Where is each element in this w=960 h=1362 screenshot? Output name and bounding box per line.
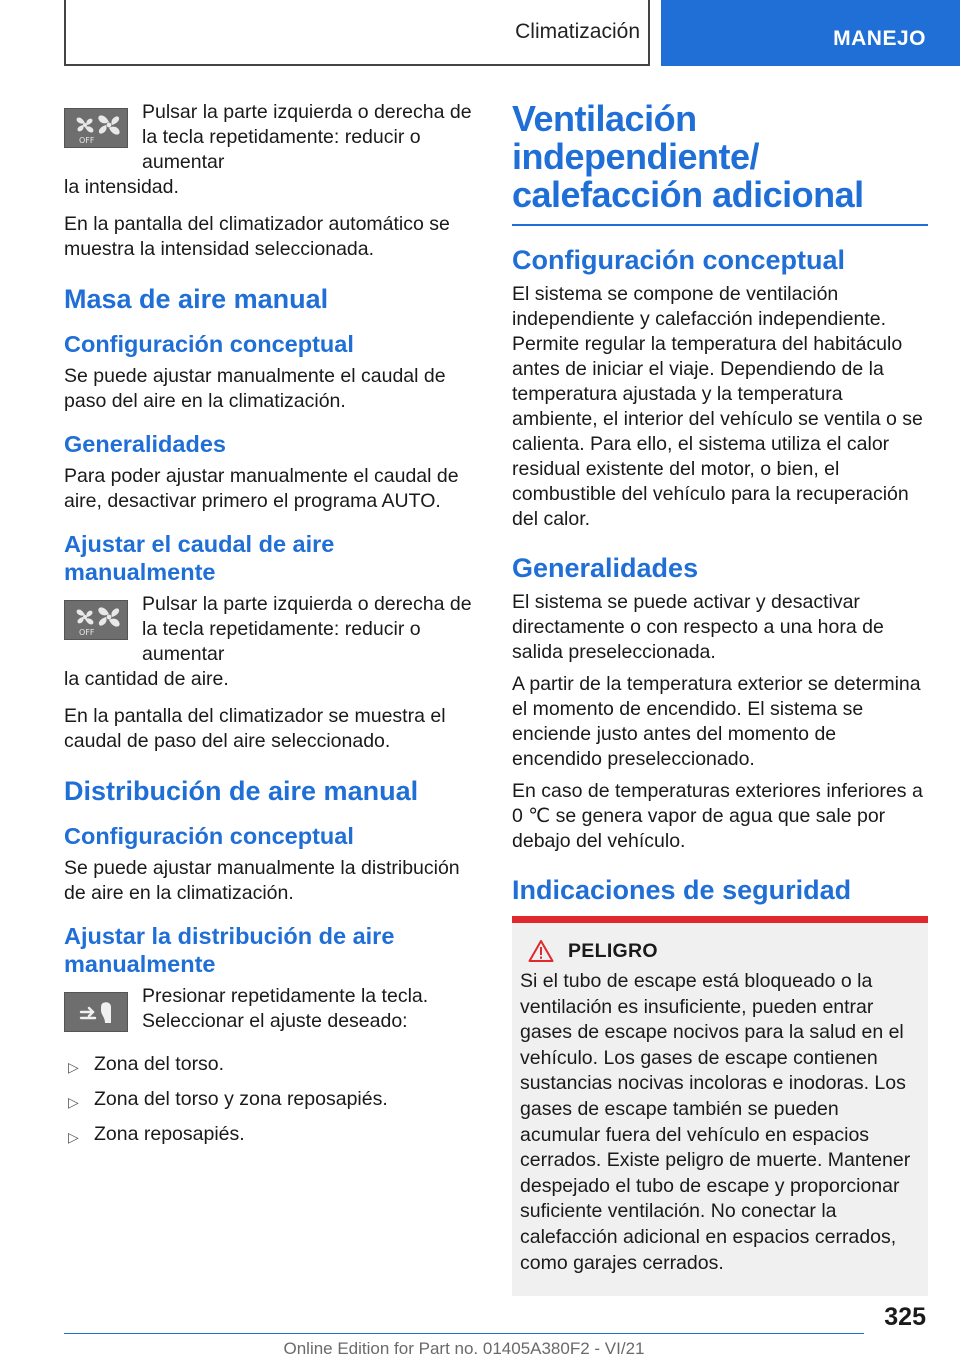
heading-adjust-distribution: Ajustar la distribución de aire manualmente (64, 923, 395, 977)
concept-text: El sistema se compone de ventilación independiente y calefacción independiente. Permite regular la temperatura del habitáculo antes de iniciar el viaje. Dependiendo de la temperatura ajustada y la temperatura ambiente, el interior del vehículo se ventila o se calienta. Para ello, el sistema utiliza el calor residual existente del motor, o bien, el combustible del vehículo para la recuperación del calor. (512, 283, 923, 530)
intensity-text: Pulsar la parte izquierda o derecha de la tecla repetidamente: reducir o aumentar (142, 101, 472, 173)
list-item: ▷ Zona reposapiés. (64, 1122, 478, 1147)
zone-list (64, 1052, 478, 1147)
general-1-text: Para poder ajustar manualmente el caudal de aire, desactivar primero el programa AUTO. (64, 465, 459, 512)
list-item: ▷ Zona del torso y zona reposapiés. (64, 1087, 478, 1112)
concept-2-text: Se puede ajustar manualmente la distribución de aire en la climatización. (64, 857, 460, 904)
triangle-bullet-icon: ▷ (68, 1094, 79, 1110)
edition-text: Online Edition for Part no. 01405A380F2 - VI/21 (283, 1339, 645, 1358)
triangle-bullet-icon: ▷ (68, 1129, 79, 1145)
intensity-text-cont: la intensidad. (64, 176, 179, 198)
heading-adjust-flow: Ajustar el caudal de aire manualmente (64, 531, 335, 585)
heading-concept: Configuración conceptual (512, 245, 846, 275)
heading-distribution: Distribución de aire manual (64, 776, 419, 806)
page-number: 325 (884, 1303, 926, 1331)
warning-triangle-icon (528, 939, 554, 963)
svg-text:OFF: OFF (79, 628, 95, 637)
fan-key-icon (64, 108, 128, 148)
adjust-distribution-instruction (64, 984, 478, 1034)
triangle-bullet-icon: ▷ (68, 1059, 79, 1075)
general-text-2: A partir de la temperatura exterior se determina el momento de encendido. El sistema se enciende justo antes del momento de encendido preseleccionado. (512, 673, 921, 770)
heading-air-mass: Masa de aire manual (64, 284, 329, 314)
chapter-tab[interactable]: MANEJO (661, 0, 960, 66)
adjust-flow-instruction (64, 592, 478, 692)
adjust-flow-text-cont: la cantidad de aire. (64, 668, 229, 690)
adjust-flow-display-text: En la pantalla del climatizador se muestra el caudal de paso del aire seleccionado. (64, 705, 446, 752)
intensity-display-text: En la pantalla del climatizador automático se muestra la intensidad seleccionada. (64, 213, 450, 260)
right-column (512, 100, 928, 1296)
danger-text: Si el tubo de escape está bloqueado o la ventilación es insuficiente, pueden entrar gases de escape nocivos para la salud en el vehículo. Los gases de escape contienen sustancias nocivas incoloras e inodoras. Los gases de escape también se pueden acumular fuera del vehículo en espacios cerrados. Existe peligro de muerte. Mantener despejado el tubo de escape y proporcionar suficiente ventilación. No conectar la calefacción adicional en espacios cerrados, como garajes cerrados. (520, 970, 911, 1274)
svg-text:OFF: OFF (79, 136, 95, 145)
heading-main: Ventilación independiente/ calefacción adicional (512, 98, 864, 215)
concept-1-text: Se puede ajustar manualmente el caudal de paso del aire en la climatización. (64, 365, 446, 412)
fan-key-icon (64, 600, 128, 640)
heading-concept-1: Configuración conceptual (64, 331, 354, 357)
heading-general-1: Generalidades (64, 431, 226, 457)
general-text-3: En caso de temperaturas exteriores inferiores a 0 ℃ se genera vapor de agua que sale por debajo del vehículo. (512, 780, 923, 852)
list-item: ▷ Zona del torso. (64, 1052, 478, 1077)
heading-rule (512, 224, 928, 226)
heading-concept-2: Configuración conceptual (64, 823, 354, 849)
danger-header (528, 939, 920, 963)
intensity-instruction (64, 100, 478, 200)
general-text-1: El sistema se puede activar y desactivar directamente o con respecto a una hora de salida preseleccionada. (512, 591, 884, 663)
heading-safety: Indicaciones de seguridad (512, 875, 852, 905)
left-column (64, 100, 478, 1157)
heading-general: Generalidades (512, 553, 699, 583)
danger-label: PELIGRO (568, 939, 658, 962)
section-title: Climatización (515, 20, 640, 43)
adjust-flow-text: Pulsar la parte izquierda o derecha de la tecla repetidamente: reducir o aumentar (142, 593, 472, 665)
air-distribution-key-icon (64, 992, 128, 1032)
danger-warning-box (512, 916, 928, 1296)
footer-rule (64, 1333, 864, 1334)
page-header (0, 0, 960, 66)
adjust-distribution-text: Presionar repetidamente la tecla. Seleccionar el ajuste deseado: (142, 985, 429, 1032)
